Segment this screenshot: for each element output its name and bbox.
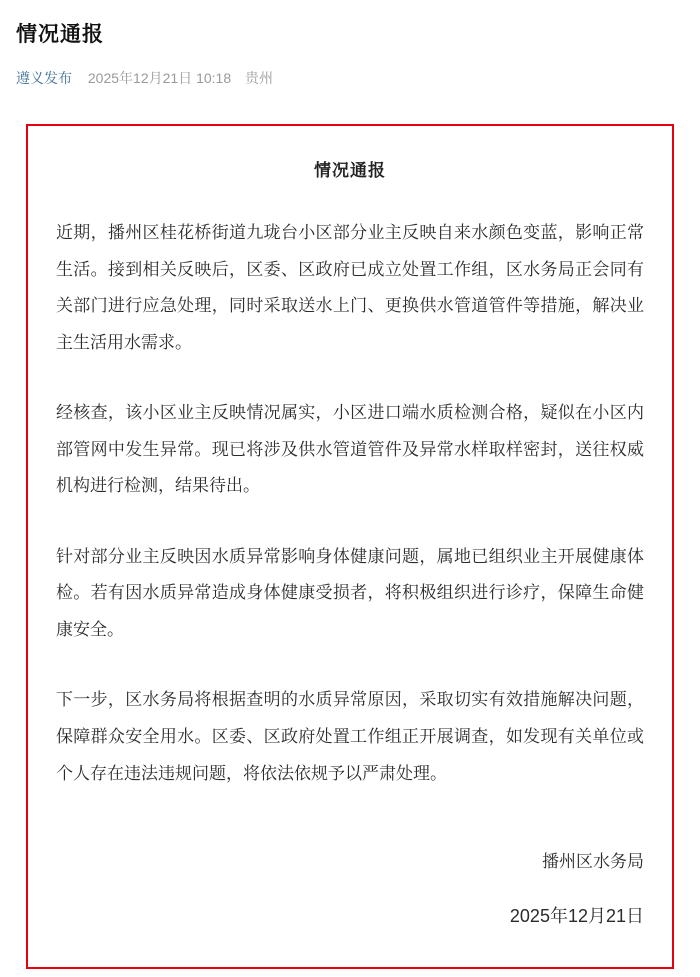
notice-date: 2025年12月21日 — [509, 905, 644, 926]
notice-heading: 情况通报 — [314, 161, 386, 180]
page-title: 情况通报 — [16, 23, 104, 46]
publish-location: 贵州 — [245, 70, 273, 86]
notice-paragraph-4: 下一步，区水务局将根据查明的水质异常原因，采取切实有效措施解决问题，保障群众安全用水。区委、区政府处置工作组正开展调查，如发现有关单位或个人存在违法违规问题，将依法依规予以严肃处理。 — [56, 690, 644, 783]
notice-paragraph-1: 近期，播州区桂花桥街道九珑台小区部分业主反映自来水颜色变蓝，影响正常生活。接到相关反映后，区委、区政府已成立处置工作组，区水务局正会同有关部门进行应急处理，同时采取送水上门、更换供水管道管件等措施，解决业主生活用水需求。 — [56, 223, 644, 352]
publisher-name[interactable]: 遵义发布 — [16, 70, 72, 86]
notice-signature: 播州区水务局 — [542, 852, 644, 872]
notice-paragraph-3: 针对部分业主反映因水质异常影响身体健康问题，属地已组织业主开展健康体检。若有因水质异常造成身体健康受损者，将积极组织进行诊疗，保障生命健康安全。 — [56, 546, 644, 639]
notice-box — [26, 124, 674, 969]
publish-datetime: 2025年12月21日 10:18 — [87, 70, 232, 86]
notice-paragraph-2: 经核查，该小区业主反映情况属实，小区进口端水质检测合格，疑似在小区内部管网中发生异常。现已将涉及供水管道管件及异常水样取样密封，送往权威机构进行检测，结果待出。 — [56, 403, 644, 496]
article-meta — [16, 68, 684, 88]
notice-body — [56, 215, 644, 935]
